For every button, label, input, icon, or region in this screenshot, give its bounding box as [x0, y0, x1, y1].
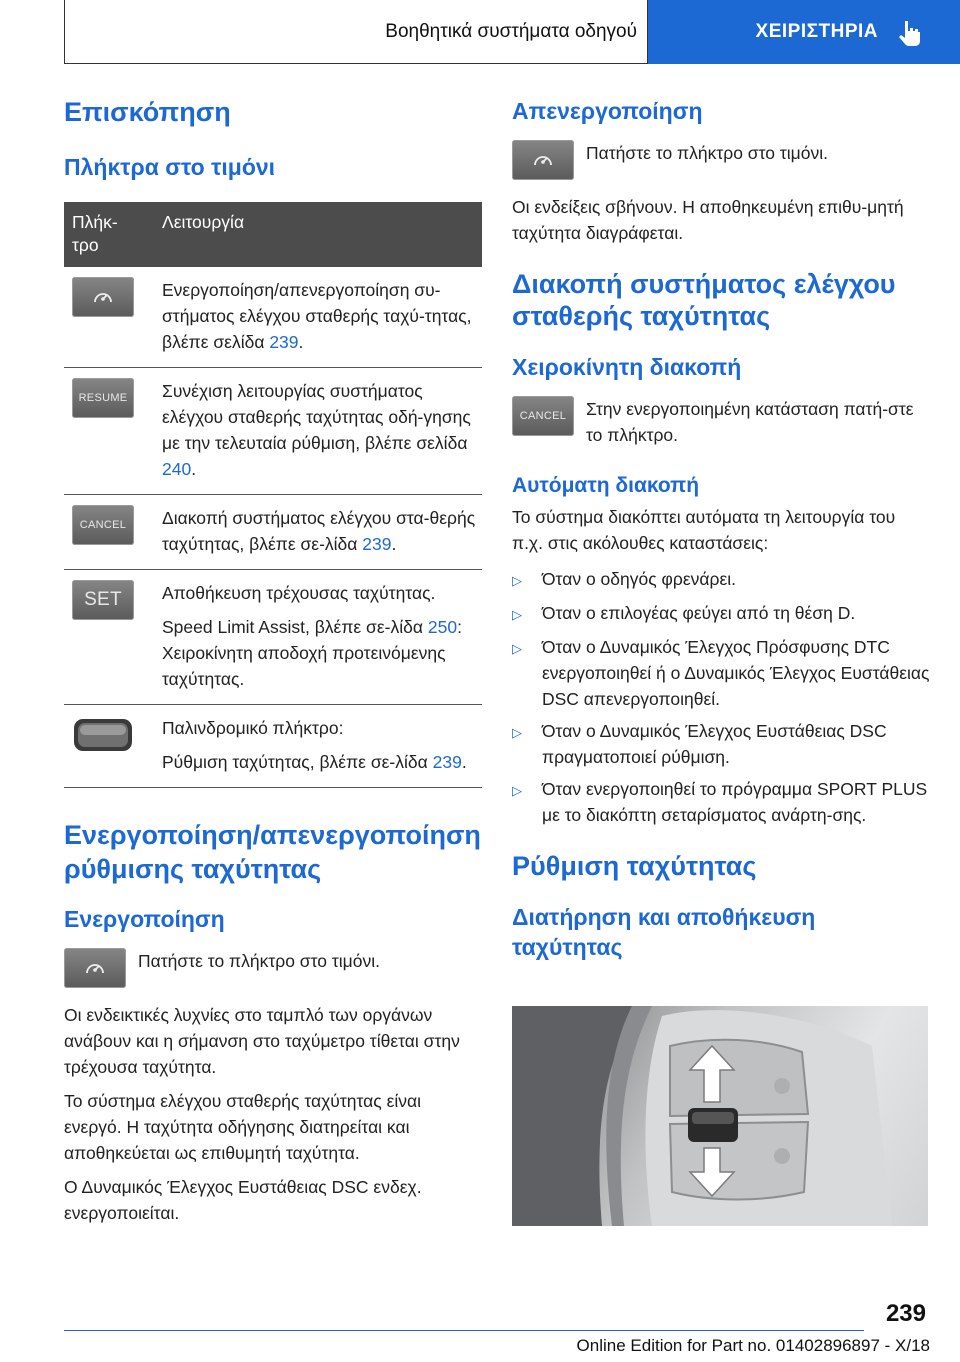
- row-text: Αποθήκευση τρέχουσας ταχύτητας.: [162, 583, 436, 603]
- footer-divider: [64, 1330, 864, 1331]
- deactivation-title: Απενεργοποίηση: [512, 98, 703, 124]
- activation-press-row: [64, 948, 482, 988]
- keep-store-title: Διατήρηση και αποθήκευση ταχύτητας: [512, 904, 816, 960]
- cruise-control-key: [64, 948, 126, 988]
- manual-interrupt-text: Στην ενεργοποιημένη κατάσταση πατή-στε το πλήκτρο.: [586, 399, 914, 445]
- rocker-key: [72, 715, 134, 755]
- manual-interrupt-title: Χειροκίνητη διακοπή: [512, 354, 742, 380]
- cruise-control-key: [72, 277, 134, 317]
- footer-edition: Online Edition for Part no. 01402896897 - X/18: [576, 1336, 930, 1355]
- list-item: [512, 600, 930, 628]
- cruise-icon: [84, 958, 106, 978]
- interrupt-title: Διακοπή συστήματος ελέγχου σταθερής ταχύτητας: [512, 269, 896, 331]
- steering-keys-subtitle: Πλήκτρα στο τιμόνι: [64, 154, 276, 180]
- activation-para-1: Οι ενδεικτικές λυχνίες στο ταμπλό των οργάνων ανάβουν και η σήμανση στο ταχύμετρο τίθεται στην τρέχουσα ταχύτητα.: [64, 1005, 460, 1077]
- speed-setting-title: Ρύθμιση ταχύτητας: [512, 851, 757, 881]
- list-item-text: Όταν ο επιλογέας φεύγει από τη θέση D.: [542, 603, 856, 623]
- header-section[interactable]: [648, 0, 960, 64]
- header-chapter: Βοηθητικά συστήματα οδηγού: [64, 0, 648, 64]
- list-item: [512, 566, 930, 594]
- row-text: Ρύθμιση ταχύτητας, βλέπε σε-λίδα: [162, 752, 433, 772]
- steering-wheel-photo: [512, 1006, 928, 1226]
- activation-para-3: Ο Δυναμικός Έλεγχος Ευστάθειας DSC ενδεχ. ενεργοποιείται.: [64, 1177, 422, 1223]
- row-text: Ενεργοποίηση/απενεργοποίηση συ-στήματος ελέγχου σταθερής ταχύ-τητας, βλέπε σελίδα: [162, 280, 472, 352]
- page-link[interactable]: 239: [362, 534, 392, 554]
- set-key: SET: [72, 580, 134, 620]
- cancel-key: CANCEL: [512, 396, 574, 436]
- page-link[interactable]: 240: [162, 459, 192, 479]
- steering-keys-table: [64, 202, 482, 788]
- list-item: [512, 776, 930, 828]
- list-item-text: Όταν ενεργοποιηθεί το πρόγραμμα SPORT PLUS με το διακόπτη σεταρίσματος ανάρτη-σης.: [542, 779, 928, 825]
- table-row: [64, 267, 482, 368]
- page-link[interactable]: 239: [269, 332, 299, 352]
- row-tail: .: [298, 332, 304, 352]
- left-column: [64, 96, 482, 1226]
- deactivation-press-text: Πατήστε το πλήκτρο στο τιμόνι.: [586, 143, 828, 163]
- triangle-bullet-icon: ▷: [512, 641, 522, 656]
- manual-interrupt-row: [512, 396, 930, 448]
- activation-section-title: Ενεργοποίηση/απενεργοποίηση ρύθμισης ταχύτητας: [64, 820, 481, 884]
- triangle-bullet-icon: ▷: [512, 725, 522, 740]
- hand-pointer-icon: [896, 18, 924, 46]
- page-link[interactable]: 239: [432, 752, 462, 772]
- page-link[interactable]: 250: [427, 617, 458, 637]
- page-number: 239: [885, 1300, 926, 1327]
- header-section-label: ΧΕΙΡΙΣΤΗΡΙΑ: [755, 21, 878, 42]
- table-row: [64, 705, 482, 788]
- table-row: [64, 368, 482, 495]
- cruise-control-key: [512, 140, 574, 180]
- list-item: [512, 634, 930, 712]
- table-header-function: Λειτουργία: [154, 202, 482, 267]
- steering-wheel-illustration: [512, 1006, 928, 1226]
- triangle-bullet-icon: ▷: [512, 573, 522, 588]
- auto-interrupt-list: [512, 566, 930, 828]
- rocker-icon: [72, 715, 134, 755]
- auto-interrupt-para: Το σύστημα διακόπτει αυτόματα τη λειτουργία του π.χ. στις ακόλουθες καταστάσεις:: [512, 507, 896, 553]
- table-header-row: [64, 202, 482, 267]
- table-row: [64, 495, 482, 570]
- row-text: Διακοπή συστήματος ελέγχου στα-θερής ταχύτητας, βλέπε σε-λίδα: [162, 508, 476, 554]
- right-column: [512, 96, 930, 962]
- list-item-text: Όταν ο Δυναμικός Έλεγχος Πρόσφυσης DTC ενεργοποιηθεί ή ο Δυναμικός Έλεγχος Ευστάθειας DSC απενεργοποιηθεί.: [542, 637, 930, 709]
- cruise-icon: [532, 150, 554, 170]
- triangle-bullet-icon: ▷: [512, 607, 522, 622]
- list-item-text: Όταν ο Δυναμικός Έλεγχος Ευστάθειας DSC πραγματοποιεί ρύθμιση.: [542, 721, 887, 767]
- table-row: [64, 570, 482, 705]
- deactivation-para: Οι ενδείξεις σβήνουν. Η αποθηκευμένη επιθυ-μητή ταχύτητα διαγράφεται.: [512, 197, 904, 243]
- row-text: Speed Limit Assist, βλέπε σε-λίδα: [162, 617, 428, 637]
- row-tail: .: [191, 459, 197, 479]
- table-header-button: Πλήκ- τρο: [64, 202, 154, 267]
- auto-interrupt-title: Αυτόματη διακοπή: [512, 474, 700, 497]
- row-text: Συνέχιση λειτουργίας συστήματος ελέγχου σταθερής ταχύτητας οδή-γησης με την τελευταία ρύθμιση, βλέπε σελίδα: [162, 381, 471, 453]
- row-tail: .: [461, 752, 467, 772]
- deactivation-press-row: [512, 140, 930, 180]
- overview-title: Επισκόπηση: [64, 97, 231, 127]
- list-item-text: Όταν ο οδηγός φρενάρει.: [542, 569, 737, 589]
- cancel-key: CANCEL: [72, 505, 134, 545]
- row-text: Παλινδρομικό πλήκτρο:: [162, 718, 344, 738]
- activation-para-2: Το σύστημα ελέγχου σταθερής ταχύτητας είναι ενεργό. Η ταχύτητα οδήγησης διατηρείται και αποθηκεύεται ως επιθυμητή ταχύτητα.: [64, 1091, 422, 1163]
- page-header: [64, 0, 960, 64]
- triangle-bullet-icon: ▷: [512, 783, 522, 798]
- cruise-icon: [92, 287, 114, 307]
- activation-press-text: Πατήστε το πλήκτρο στο τιμόνι.: [138, 951, 380, 971]
- resume-key: RESUME: [72, 378, 134, 418]
- row-tail: : Χειροκίνητη αποδοχή προτεινόμενης ταχύτητας.: [162, 617, 462, 689]
- list-item: [512, 718, 930, 770]
- activation-subtitle: Ενεργοποίηση: [64, 906, 225, 932]
- row-tail: .: [391, 534, 397, 554]
